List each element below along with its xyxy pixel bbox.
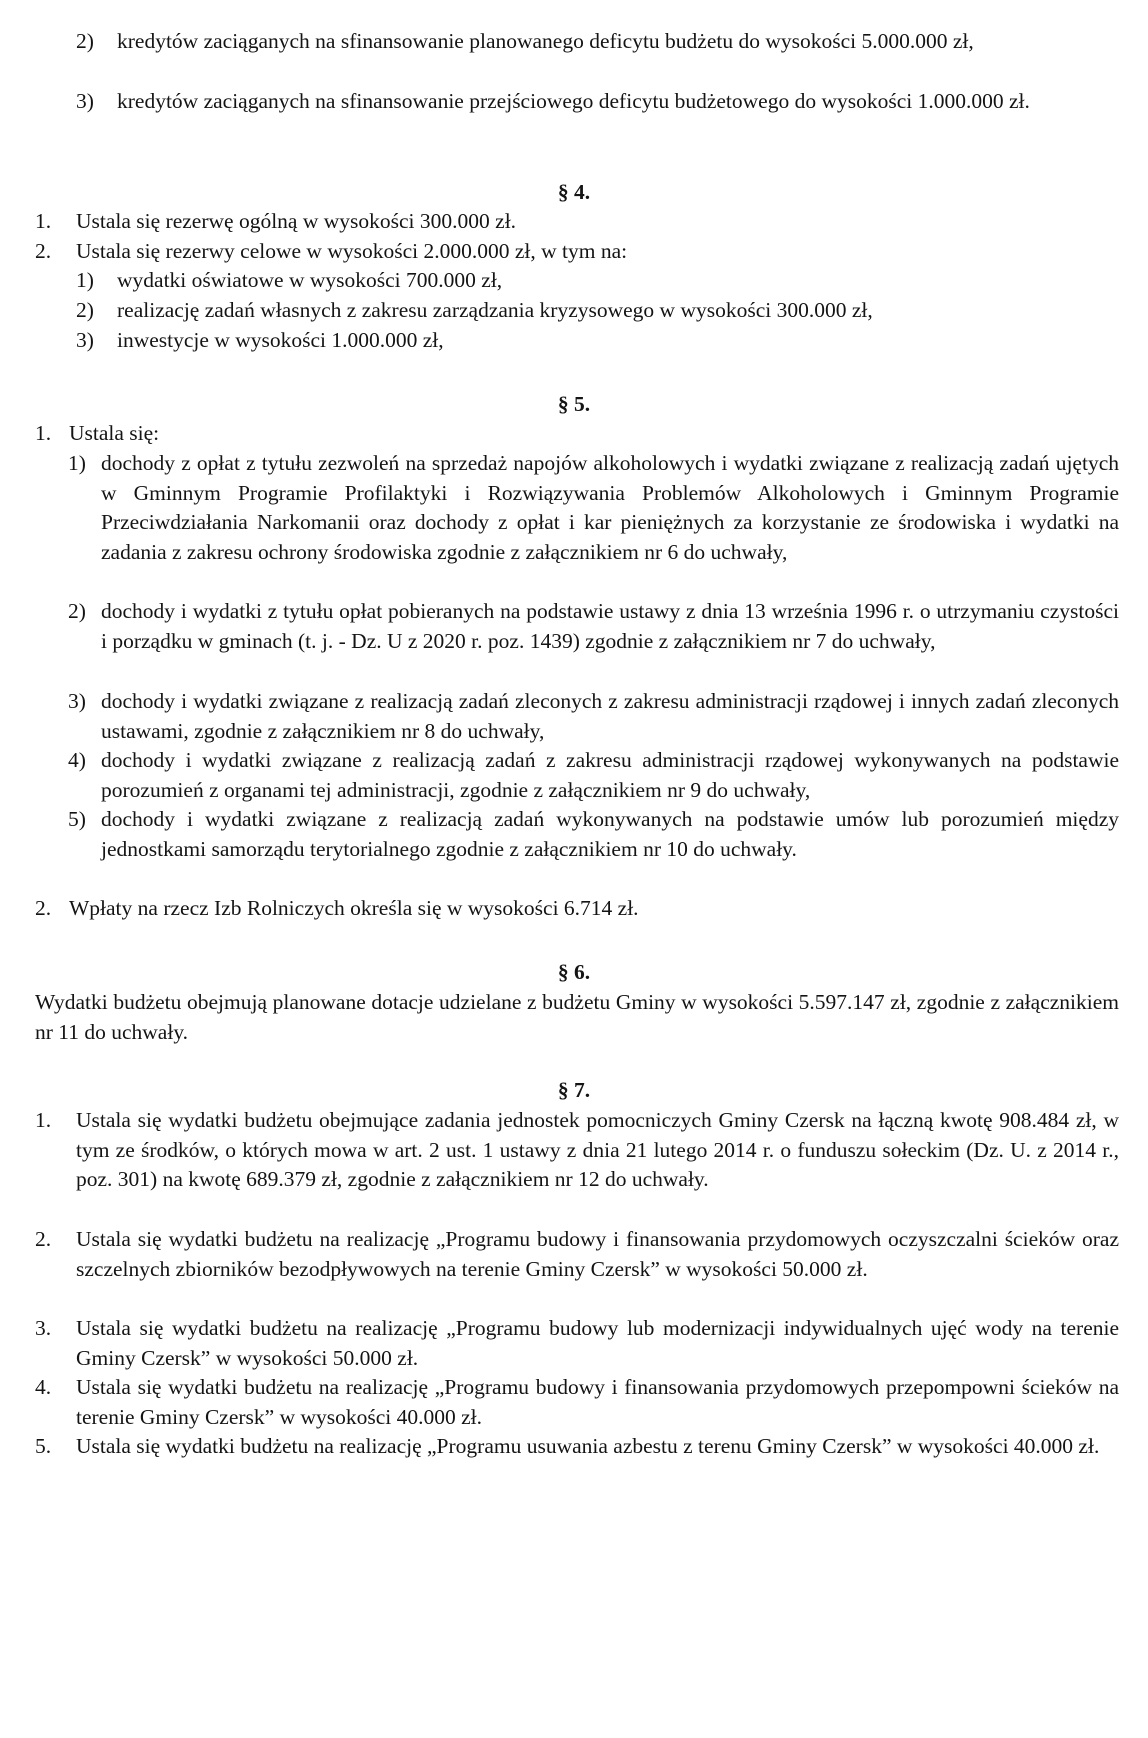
item-number: 1.: [35, 421, 52, 445]
sub-list-item: [68, 805, 1119, 864]
item-number: 2.: [35, 896, 52, 920]
item-text: dochody i wydatki związane z realizacją zadań z zakresu administracji rządowej wykonywanych na podstawie porozumień z organami tej administracji, zgodnie z załącznikiem nr 9 do uchwały,: [101, 748, 1119, 802]
item-text: Ustala się wydatki budżetu na realizację „Programu budowy i finansowania przydomowych oczyszczalni ścieków oraz szczelnych zbiorników bezodpływowych na terenie Gminy Czersk” w wysokości 50.000 zł.: [76, 1227, 1119, 1281]
item-number: 5.: [35, 1434, 52, 1458]
list-item: [35, 1373, 1119, 1432]
item-text: wydatki oświatowe w wysokości 700.000 zł,: [117, 268, 503, 292]
item-text: Ustala się wydatki budżetu na realizację „Programu budowy i finansowania przydomowych przepompowni ścieków na terenie Gminy Czersk” w wysokości 40.000 zł.: [76, 1375, 1119, 1429]
item-number: 2): [76, 29, 94, 53]
item-number: 1.: [35, 1108, 52, 1132]
list-item: [35, 207, 1119, 237]
section-heading: § 4.: [557, 180, 591, 204]
item-number: 3): [76, 89, 94, 113]
item-number: 3): [68, 689, 86, 713]
sub-list-item: [68, 449, 1119, 567]
list-item: [35, 1314, 1119, 1373]
sub-list-item: [68, 597, 1119, 656]
item-text: kredytów zaciąganych na sfinansowanie planowanego deficytu budżetu do wysokości 5.000.000 zł,: [117, 29, 974, 53]
item-text: dochody i wydatki związane z realizacją zadań zleconych z zakresu administracji rządowej i innych zadań zleconych ustawami, zgodnie z załącznikiem nr 8 do uchwały,: [101, 689, 1119, 743]
item-text: inwestycje w wysokości 1.000.000 zł,: [117, 328, 444, 352]
item-text: kredytów zaciąganych na sfinansowanie przejściowego deficytu budżetowego do wysokości 1.000.000 zł.: [117, 89, 1030, 113]
item-text: Ustala się rezerwę ogólną w wysokości 300.000 zł.: [76, 209, 517, 233]
item-number: 4): [68, 748, 86, 772]
item-number: 2): [76, 298, 94, 322]
list-item: [35, 1106, 1119, 1195]
item-number: 1.: [35, 209, 52, 233]
item-text: Ustala się wydatki budżetu na realizację „Programu usuwania azbestu z terenu Gminy Czersk” w wysokości 40.000 zł.: [76, 1434, 1100, 1458]
item-number: 2.: [35, 1227, 52, 1251]
item-number: 1): [68, 451, 86, 475]
sub-list-item: [76, 266, 1119, 296]
sub-list-item: [76, 326, 1119, 356]
list-item: [76, 27, 1119, 57]
item-number: 3.: [35, 1316, 52, 1340]
item-number: 3): [76, 328, 94, 352]
item-text: Ustala się rezerwy celowe w wysokości 2.000.000 zł, w tym na:: [76, 239, 628, 263]
list-item: [35, 237, 1119, 267]
item-text: dochody i wydatki związane z realizacją zadań wykonywanych na podstawie umów lub porozumień między jednostkami samorządu terytorialnego zgodnie z załącznikiem nr 10 do uchwały.: [101, 807, 1119, 861]
list-item: [35, 419, 1119, 449]
sub-list-item: [76, 296, 1119, 326]
item-text: Ustala się wydatki budżetu obejmujące zadania jednostek pomocniczych Gminy Czersk na łączną kwotę 908.484 zł, w tym ze środków, o których mowa w art. 2 ust. 1 ustawy z dnia 21 lutego 2014 r. o funduszu sołeckim (Dz. U. z 2014 r., poz. 301) na kwotę 689.379 zł, zgodnie z załącznikiem nr 12 do uchwały.: [76, 1108, 1119, 1192]
list-item: [35, 894, 1119, 924]
list-item: [35, 1225, 1119, 1284]
item-number: 5): [68, 807, 86, 831]
list-item: [76, 87, 1119, 117]
item-text: Ustala się wydatki budżetu na realizację „Programu budowy lub modernizacji indywidualnych ujęć wody na terenie Gminy Czersk” w wysokości 50.000 zł.: [76, 1316, 1119, 1370]
item-text: dochody z opłat z tytułu zezwoleń na sprzedaż napojów alkoholowych i wydatki związane z realizacją zadań ujętych w Gminnym Programie Profilaktyki i Rozwiązywania Problemów Alkoholowych i Gminnym Programie Przeciwdziałania Narkomanii oraz dochody z opłat i kar pieniężnych za korzystanie ze środowiska i wydatki na zadania z zakresu ochrony środowiska zgodnie z załącznikiem nr 6 do uchwały,: [101, 451, 1119, 564]
item-number: 1): [76, 268, 94, 292]
sub-list-item: [68, 687, 1119, 746]
item-text: Wpłaty na rzecz Izb Rolniczych określa się w wysokości 6.714 zł.: [69, 896, 639, 920]
section-heading: § 6.: [557, 960, 591, 984]
item-text: Ustala się:: [69, 421, 160, 445]
item-number: 2.: [35, 239, 52, 263]
list-item: [35, 1432, 1119, 1462]
sub-list-item: [68, 746, 1119, 805]
item-number: 4.: [35, 1375, 52, 1399]
item-number: 2): [68, 599, 86, 623]
item-text: realizację zadań własnych z zakresu zarządzania kryzysowego w wysokości 300.000 zł,: [117, 298, 873, 322]
item-text: dochody i wydatki z tytułu opłat pobieranych na podstawie ustawy z dnia 13 września 1996 r. o utrzymaniu czystości i porządku w gminach (t. j. - Dz. U z 2020 r. poz. 1439) zgodnie z załącznikiem nr 7 do uchwały,: [101, 599, 1119, 653]
section-heading: § 5.: [557, 392, 591, 416]
paragraph: Wydatki budżetu obejmują planowane dotacje udzielane z budżetu Gminy w wysokości 5.597.147 zł, zgodnie z załącznikiem nr 11 do uchwały.: [35, 990, 1119, 1044]
section-heading: § 7.: [557, 1078, 591, 1102]
